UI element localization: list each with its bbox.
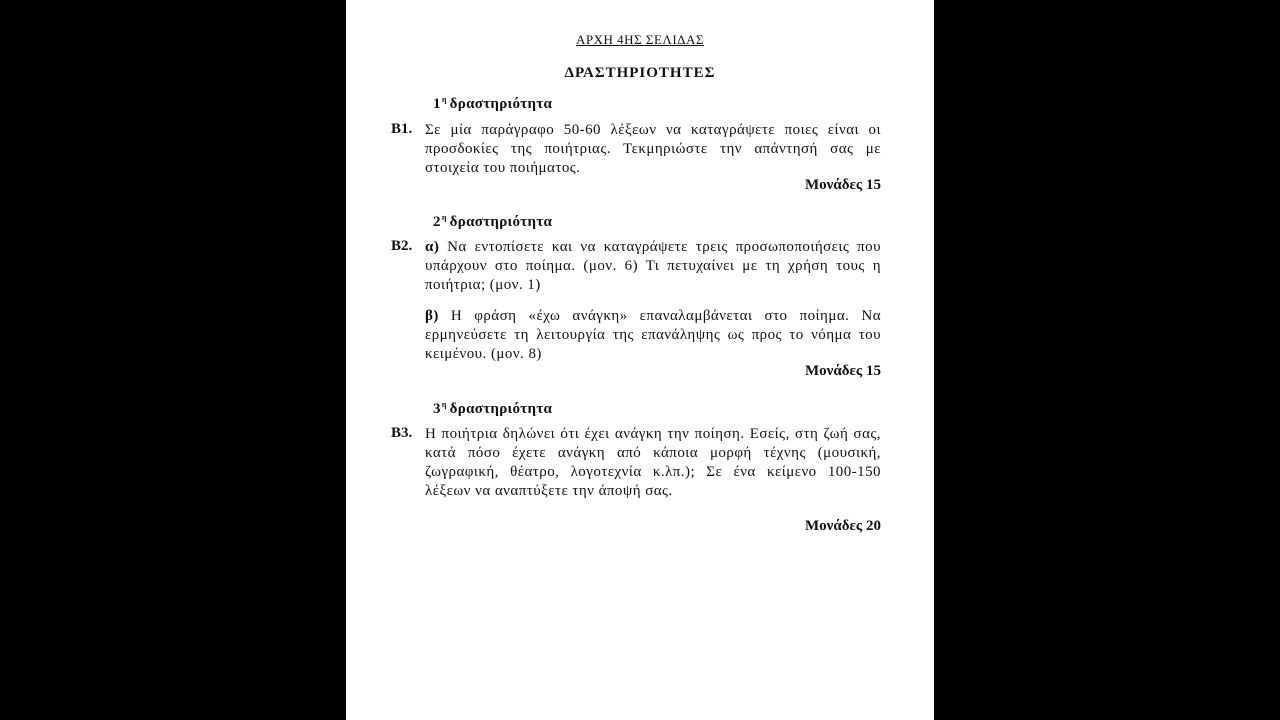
activity-1-heading xyxy=(433,95,552,113)
activity-number: 2 xyxy=(433,214,441,230)
activity-number: 3 xyxy=(433,401,441,417)
question-text-b3: Η ποιήτρια δηλώνει ότι έχει ανάγκη την ποίηση. Εσείς, στη ζωή σας, κατά πόσο έχετε ανάγκη από κάποια μορφή τέχνης (μουσική, ζωγραφική, θέατρο, λογοτεχνία κ.λπ.); Σε ένα κείμενο 100-150 λέξεων να αναπτύξετε την άποψή σας. xyxy=(425,426,881,499)
question-label-b1: B1. xyxy=(391,121,413,137)
question-text-b2a xyxy=(425,238,881,295)
units-b3: Μονάδες 20 xyxy=(804,518,881,534)
part-b-text: Η φράση «έχω ανάγκη» επαναλαμβάνεται στο ποίημα. Να ερμηνεύσετε τη λειτουργία της επανάληψης ως προς το νόημα του κειμένου. (μον. 8) xyxy=(425,308,882,362)
activity-label: δραστηριότητα xyxy=(449,401,553,417)
ordinal-suffix: η xyxy=(441,400,447,409)
part-a-marker: α) xyxy=(425,239,440,255)
question-label-b3: B3. xyxy=(391,425,413,441)
units-b1: Μονάδες 15 xyxy=(804,177,881,193)
activity-3-heading xyxy=(433,400,552,418)
units-b2: Μονάδες 15 xyxy=(804,363,881,379)
question-label-b2: B2. xyxy=(391,238,413,254)
question-text-b1: Σε μία παράγραφο 50-60 λέξεων να καταγράψετε ποιες είναι οι προσδοκίες της ποιήτριας. Τεκμηριώστε την απάντησή σας με στοιχεία του ποιήματος. xyxy=(425,122,881,176)
question-text-b2b xyxy=(425,307,881,364)
ordinal-suffix: η xyxy=(441,95,447,104)
activity-2-heading xyxy=(433,213,552,231)
activity-label: δραστηριότητα xyxy=(449,96,553,112)
page-title: ΔΡΑΣΤΗΡΙΟΤΗΤΕΣ xyxy=(564,65,716,81)
document-page xyxy=(346,0,934,720)
ordinal-suffix: η xyxy=(441,213,447,222)
activity-number: 1 xyxy=(433,96,441,112)
part-b-marker: β) xyxy=(425,308,439,324)
activity-label: δραστηριότητα xyxy=(449,214,553,230)
page-header: ΑΡΧΗ 4ΗΣ ΣΕΛΙΔΑΣ xyxy=(576,32,704,47)
part-a-text: Να εντοπίσετε και να καταγράψετε τρεις προσωποποιήσεις που υπάρχουν στο ποίημα. (μον. 6) Τι πετυχαίνει με τη χρήση τους η ποιήτρια; (μον. 1) xyxy=(425,239,881,293)
